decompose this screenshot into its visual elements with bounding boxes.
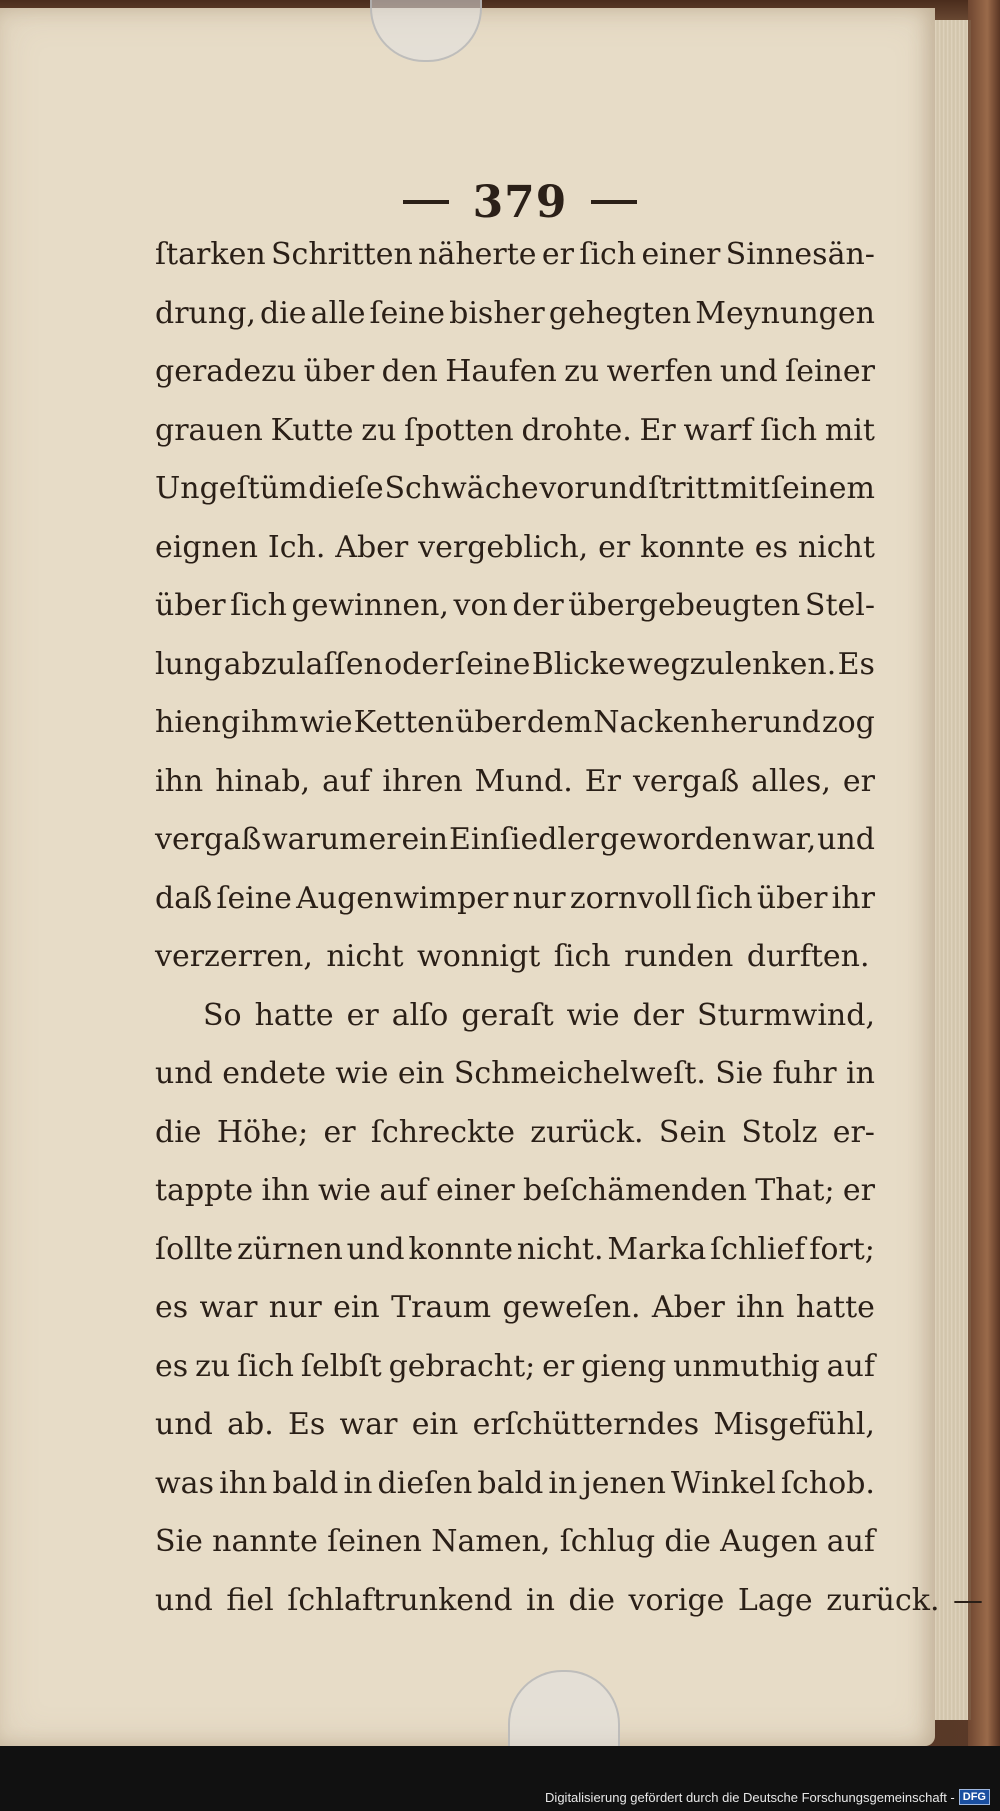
word: auf bbox=[826, 1348, 875, 1384]
word: er bbox=[842, 1173, 875, 1208]
word: zürnen bbox=[236, 1231, 343, 1267]
word: und bbox=[155, 1056, 213, 1091]
body-text bbox=[155, 226, 983, 1630]
word: und bbox=[346, 1231, 405, 1267]
word: und bbox=[817, 822, 875, 857]
word: drohte. bbox=[521, 412, 632, 448]
word: die bbox=[260, 295, 307, 331]
word: ihn bbox=[261, 1173, 310, 1208]
word: über bbox=[756, 880, 828, 916]
running-head-dash-right bbox=[591, 200, 637, 204]
word: ihn bbox=[736, 1290, 785, 1325]
word: That; bbox=[755, 1173, 835, 1208]
word: ſchlaftrunkend bbox=[287, 1582, 513, 1618]
word: ſeiner bbox=[785, 354, 875, 389]
word: erſchütterndes bbox=[472, 1407, 700, 1442]
word: Es bbox=[288, 1407, 326, 1442]
word: in bbox=[846, 1056, 875, 1091]
word: es bbox=[155, 1290, 189, 1325]
word: vergeblich, bbox=[418, 529, 589, 565]
word: ſich bbox=[553, 939, 611, 974]
word: Schritten bbox=[270, 237, 413, 272]
word: wie bbox=[566, 997, 620, 1033]
word: die bbox=[568, 1582, 616, 1618]
word: nannte bbox=[212, 1524, 318, 1559]
word: über bbox=[455, 705, 526, 740]
word: wie bbox=[299, 705, 353, 740]
word: ſchlug bbox=[559, 1524, 656, 1559]
word: ſtarken bbox=[155, 237, 266, 272]
word: Sturmwind, bbox=[696, 997, 875, 1033]
word: eignen bbox=[155, 529, 258, 565]
text-line bbox=[155, 226, 875, 285]
word: ſeine bbox=[369, 295, 446, 331]
text-line bbox=[155, 402, 875, 461]
word: — bbox=[953, 1582, 983, 1618]
word: ſich bbox=[695, 880, 753, 916]
word: Höhe; bbox=[216, 1114, 309, 1150]
word: auf bbox=[826, 1524, 875, 1559]
word: Einſiedler bbox=[448, 822, 600, 857]
word: Traum bbox=[391, 1290, 492, 1325]
word: ein bbox=[411, 1407, 459, 1442]
word: So bbox=[203, 997, 242, 1033]
word: zornvoll bbox=[569, 880, 692, 916]
word: und bbox=[762, 705, 821, 740]
word: war, bbox=[752, 822, 817, 857]
word: Ich. bbox=[267, 529, 326, 565]
word: ihren bbox=[382, 763, 463, 799]
word: warum bbox=[262, 822, 368, 857]
word: ſeine bbox=[454, 646, 531, 682]
word: endete bbox=[222, 1056, 327, 1091]
text-line bbox=[155, 1104, 875, 1163]
word: zu bbox=[564, 354, 600, 389]
dfg-logo: DFG bbox=[959, 1789, 990, 1805]
word: ſeinem bbox=[770, 471, 875, 506]
word: wie bbox=[318, 1173, 372, 1208]
word: bisher bbox=[449, 295, 545, 331]
word: nur bbox=[268, 1290, 322, 1325]
word: Kutte bbox=[270, 412, 354, 448]
text-line bbox=[155, 870, 875, 929]
book-cover-edge bbox=[968, 0, 1000, 1811]
word: jenen bbox=[582, 1465, 666, 1501]
word: hinab, bbox=[215, 763, 311, 799]
word: Winkel bbox=[671, 1465, 776, 1501]
word: zurück. bbox=[530, 1114, 644, 1150]
word: Sie bbox=[155, 1524, 203, 1559]
word: Marka bbox=[607, 1231, 707, 1267]
word: geraſt bbox=[461, 997, 554, 1033]
text-line bbox=[155, 285, 875, 344]
word: konnte bbox=[408, 1231, 514, 1267]
word: zurück. bbox=[826, 1582, 940, 1618]
word: ſollte bbox=[155, 1231, 234, 1267]
word: er bbox=[368, 822, 401, 857]
text-line bbox=[155, 1572, 983, 1631]
word: Stel- bbox=[804, 588, 875, 623]
word: nicht bbox=[797, 529, 875, 565]
text-line bbox=[155, 987, 875, 1046]
word: Haufen bbox=[445, 354, 557, 389]
word: ſelbſt bbox=[300, 1348, 382, 1384]
word: einer bbox=[641, 237, 721, 272]
word: der bbox=[632, 997, 684, 1033]
word: Augenwimper bbox=[296, 880, 509, 916]
word: es bbox=[155, 1348, 189, 1384]
word: ab. bbox=[227, 1407, 274, 1442]
text-line bbox=[155, 1455, 875, 1514]
word: Misgefühl, bbox=[713, 1407, 875, 1442]
word: ein bbox=[401, 822, 449, 857]
word: einer bbox=[435, 1173, 515, 1208]
word: er bbox=[542, 1348, 575, 1384]
text-line bbox=[155, 1045, 875, 1104]
text-line bbox=[155, 1513, 875, 1572]
word: er bbox=[598, 529, 631, 565]
word: von bbox=[453, 588, 508, 623]
word: zu bbox=[195, 1348, 231, 1384]
word: Augen bbox=[720, 1524, 818, 1559]
word: Blicke bbox=[531, 646, 626, 682]
word: Ketten bbox=[353, 705, 455, 740]
word: Sie bbox=[715, 1056, 764, 1091]
word: ſich bbox=[760, 412, 818, 448]
word: er bbox=[323, 1114, 356, 1150]
running-head bbox=[380, 172, 660, 232]
text-line bbox=[155, 1338, 875, 1397]
text-line bbox=[155, 460, 875, 519]
word: und bbox=[155, 1582, 213, 1618]
word: dem bbox=[526, 705, 593, 740]
word: ſich bbox=[237, 1348, 294, 1384]
word: die bbox=[664, 1524, 711, 1559]
word: daß bbox=[155, 880, 213, 916]
word: Schwäche bbox=[384, 471, 539, 506]
word: wonnigt bbox=[417, 939, 541, 974]
word: näherte bbox=[418, 237, 537, 272]
word: ihm bbox=[241, 705, 299, 740]
word: durften. bbox=[746, 939, 870, 974]
word: gieng bbox=[581, 1348, 667, 1384]
word: Er bbox=[639, 412, 676, 448]
digitization-credit bbox=[545, 1789, 990, 1805]
text-line bbox=[155, 343, 875, 402]
word: Es bbox=[837, 646, 875, 682]
word: fiel bbox=[226, 1582, 274, 1618]
word: Nacken bbox=[593, 705, 710, 740]
word: dieſen bbox=[377, 1465, 473, 1501]
word: er bbox=[541, 237, 575, 272]
text-line bbox=[155, 636, 875, 695]
word: ſich bbox=[230, 588, 287, 623]
word: war bbox=[199, 1290, 258, 1325]
word: Er bbox=[584, 763, 621, 799]
word: ſchob. bbox=[780, 1465, 875, 1501]
word: und bbox=[589, 471, 648, 506]
word: fuhr bbox=[772, 1056, 837, 1091]
word: und bbox=[155, 1407, 213, 1442]
word: hatte bbox=[795, 1290, 875, 1325]
word: verzerren, bbox=[155, 939, 313, 974]
text-line bbox=[155, 519, 875, 578]
word: Stolz bbox=[741, 1114, 818, 1150]
word: Mund. bbox=[474, 763, 573, 799]
word: gebracht; bbox=[388, 1348, 536, 1384]
text-line bbox=[155, 1221, 875, 1280]
word: zog bbox=[821, 705, 875, 740]
word: über bbox=[303, 354, 375, 389]
text-line bbox=[155, 1162, 875, 1221]
word: vor bbox=[539, 471, 589, 506]
word: in bbox=[526, 1582, 555, 1618]
word: ſpotten bbox=[404, 412, 514, 448]
word: vergaß bbox=[632, 763, 740, 799]
word: ihn bbox=[155, 763, 204, 799]
word: werfen bbox=[606, 354, 713, 389]
word: wegzulenken. bbox=[627, 646, 837, 682]
text-line bbox=[155, 753, 875, 812]
word: lung bbox=[155, 646, 223, 682]
word: ihn bbox=[219, 1465, 268, 1501]
word: nicht bbox=[326, 939, 404, 974]
text-line bbox=[155, 1396, 875, 1455]
word: alſo bbox=[391, 997, 449, 1033]
word: ſchlief bbox=[710, 1231, 806, 1267]
word: unmuthig bbox=[673, 1348, 820, 1384]
word: Sinnesän- bbox=[725, 237, 875, 272]
word: wie bbox=[335, 1056, 389, 1091]
word: Aber bbox=[335, 529, 409, 565]
word: bald bbox=[272, 1465, 339, 1501]
word: zu bbox=[361, 412, 397, 448]
word: Schmeichelweſt. bbox=[453, 1056, 706, 1091]
word: Lage bbox=[737, 1582, 813, 1618]
word: die bbox=[155, 1114, 202, 1150]
word: geworden bbox=[599, 822, 752, 857]
word: dieſe bbox=[308, 471, 384, 506]
word: geweſen. bbox=[502, 1290, 641, 1325]
text-line bbox=[155, 1279, 875, 1338]
word: er bbox=[842, 763, 875, 799]
word: vergaß bbox=[155, 822, 262, 857]
word: bald bbox=[477, 1465, 544, 1501]
word: Sein bbox=[658, 1114, 727, 1150]
word: war bbox=[339, 1407, 398, 1442]
word: Meynungen bbox=[695, 295, 875, 331]
text-line bbox=[155, 928, 875, 987]
word: er- bbox=[832, 1114, 875, 1150]
word: fort; bbox=[809, 1231, 875, 1267]
word: ein bbox=[333, 1290, 380, 1325]
word: drung, bbox=[155, 295, 256, 331]
word: geradezu bbox=[155, 354, 297, 389]
word: ſeinen bbox=[327, 1524, 422, 1559]
word: mit bbox=[720, 471, 771, 506]
word: übergebeugten bbox=[568, 588, 801, 623]
word: er bbox=[346, 997, 379, 1033]
word: ein bbox=[397, 1056, 445, 1091]
word: auf bbox=[322, 763, 371, 799]
word: ſich bbox=[579, 237, 637, 272]
page-number: 379 bbox=[472, 176, 568, 228]
word: beſchämenden bbox=[523, 1173, 747, 1208]
word: grauen bbox=[155, 412, 263, 448]
word: abzulaſſen bbox=[223, 646, 383, 682]
text-line bbox=[155, 577, 875, 636]
word: hieng bbox=[155, 705, 241, 740]
text-line bbox=[155, 694, 875, 753]
word: gewinnen, bbox=[291, 588, 449, 623]
word: mit bbox=[824, 412, 875, 448]
word: nur bbox=[512, 880, 566, 916]
word: in bbox=[343, 1465, 373, 1501]
word: in bbox=[548, 1465, 578, 1501]
word: ſtritt bbox=[648, 471, 720, 506]
word: ſchreckte bbox=[370, 1114, 515, 1150]
word: und bbox=[719, 354, 778, 389]
word: hatte bbox=[254, 997, 334, 1033]
text-line bbox=[155, 811, 875, 870]
word: Ungeſtüm bbox=[155, 471, 308, 506]
credit-text: Digitalisierung gefördert durch die Deutsche Forschungsgemeinschaft - bbox=[545, 1789, 955, 1805]
word: warf bbox=[683, 412, 753, 448]
word: Namen, bbox=[431, 1524, 551, 1559]
word: ſeine bbox=[216, 880, 292, 916]
footer-bar bbox=[0, 1746, 1000, 1811]
word: gehegten bbox=[548, 295, 692, 331]
word: der bbox=[512, 588, 564, 623]
word: runden bbox=[624, 939, 734, 974]
word: was bbox=[155, 1465, 214, 1501]
word: es bbox=[754, 529, 788, 565]
word: tappte bbox=[155, 1173, 254, 1208]
word: alle bbox=[310, 295, 366, 331]
word: ihr bbox=[831, 880, 875, 916]
running-head-dash-left bbox=[403, 200, 449, 204]
word: Aber bbox=[651, 1290, 725, 1325]
word: alles, bbox=[751, 763, 831, 799]
word: oder bbox=[384, 646, 454, 682]
word: her bbox=[710, 705, 762, 740]
word: konnte bbox=[640, 529, 745, 565]
word: über bbox=[155, 588, 226, 623]
word: den bbox=[381, 354, 438, 389]
word: vorige bbox=[628, 1582, 725, 1618]
word: nicht. bbox=[516, 1231, 604, 1267]
word: auf bbox=[379, 1173, 428, 1208]
